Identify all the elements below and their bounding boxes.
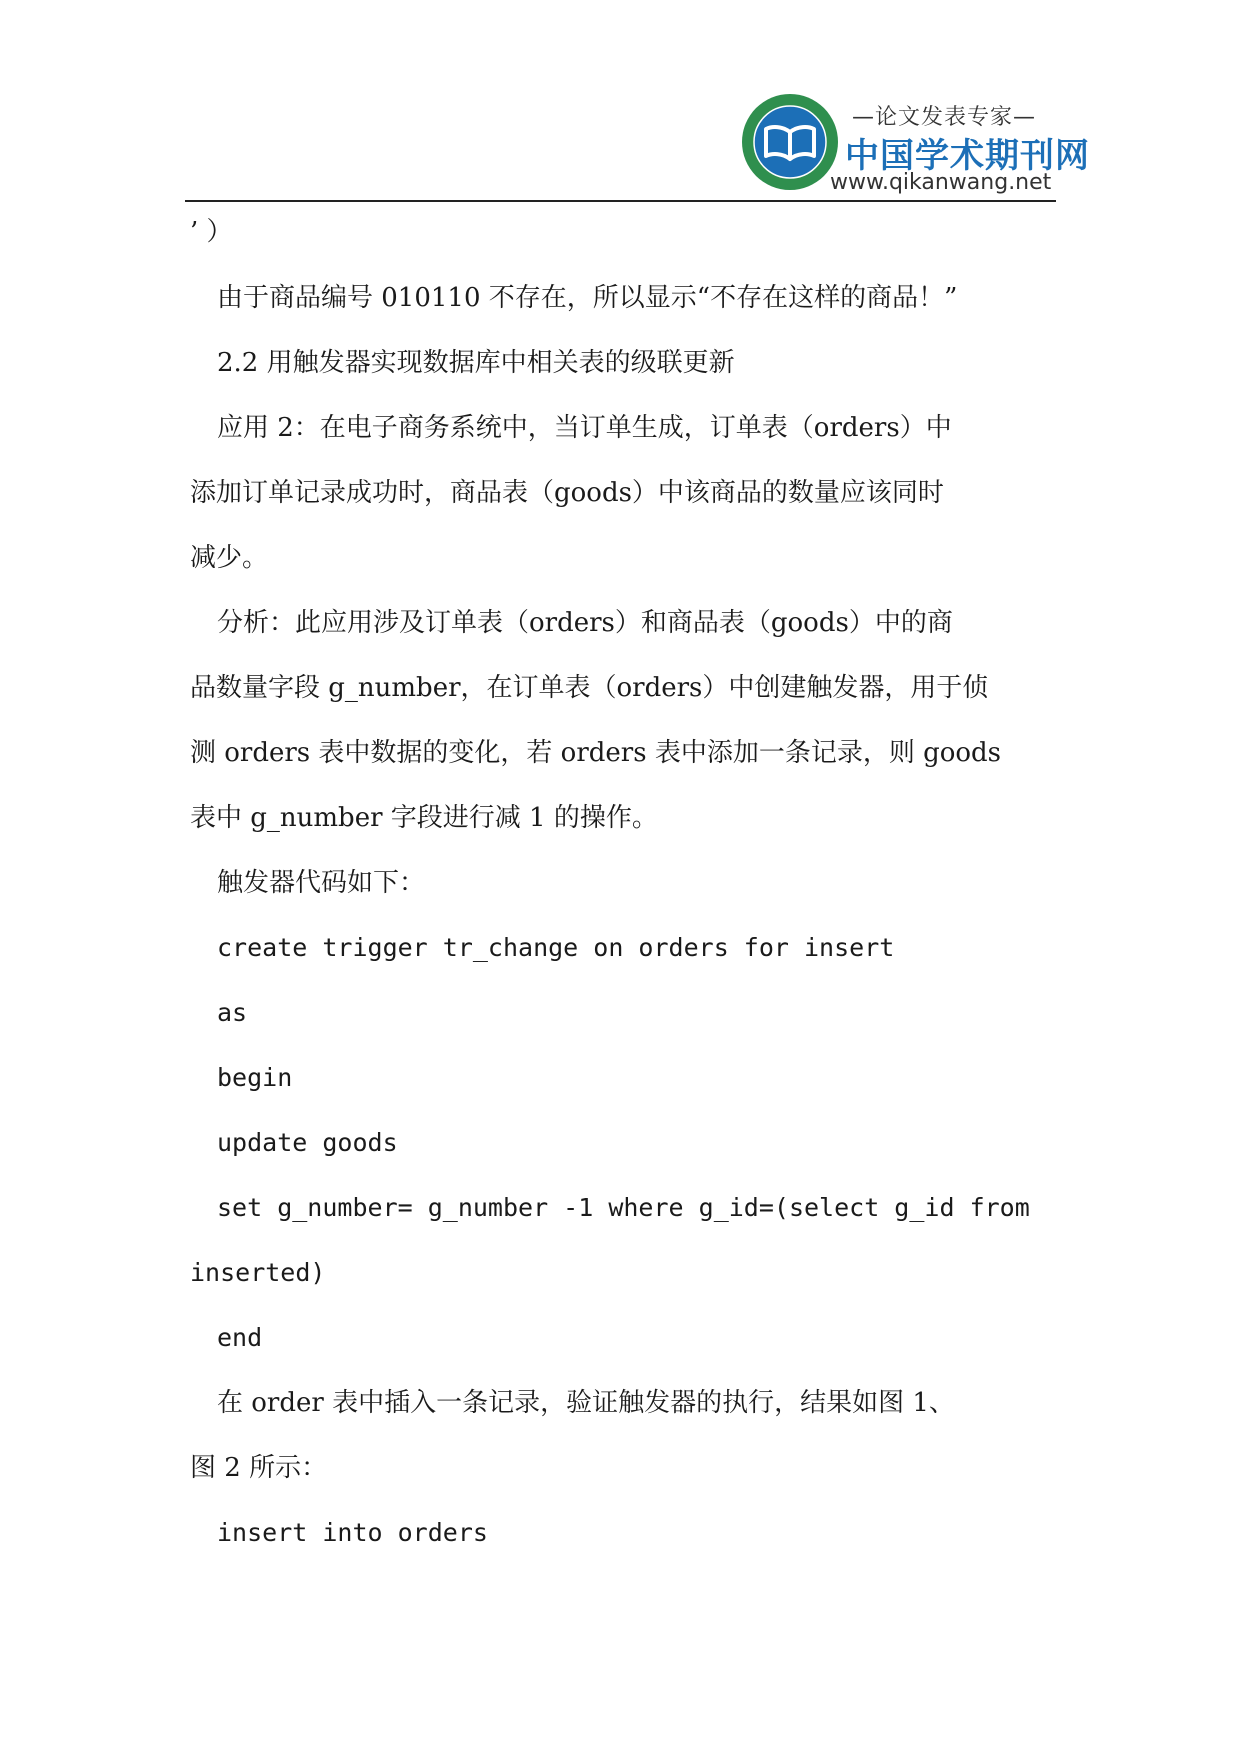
text-line: 添加订单记录成功时，商品表（goods）中该商品的数量应该同时 (190, 478, 944, 508)
site-logo (740, 88, 1090, 200)
text-line: 触发器代码如下： (217, 868, 426, 898)
code-line: update goods (217, 1128, 398, 1157)
text-line: ’ ） (190, 217, 233, 247)
code-line: end (217, 1323, 263, 1352)
code-line: inserted) (190, 1258, 326, 1287)
text-line: 品数量字段 g_number，在订单表（orders）中创建触发器，用于侦 (190, 673, 989, 703)
code-line: as (217, 998, 248, 1027)
logo-slogan: —论文发表专家— (852, 105, 1037, 130)
text-line: 表中 g_number 字段进行减 1 的操作。 (190, 803, 658, 833)
header-divider (185, 200, 1056, 202)
logo-emblem-icon (740, 92, 840, 192)
code-line: set g_number= g_number -1 where g_id=(select g_id from (217, 1193, 1030, 1222)
text-line: 在 order 表中插入一条记录，验证触发器的执行，结果如图 1、 (217, 1388, 955, 1418)
code-line: create trigger tr_change on orders for insert (217, 933, 895, 962)
text-line: 由于商品编号 010110 不存在，所以显示“不存在这样的商品！” (217, 283, 958, 313)
text-line: 图 2 所示： (190, 1453, 328, 1483)
text-line: 应用 2：在电子商务系统中，当订单生成，订单表（orders）中 (217, 413, 952, 443)
logo-url: www.qikanwang.net (830, 170, 1052, 195)
logo-name: 中国学术期刊网 (845, 136, 1090, 176)
code-line: begin (217, 1063, 293, 1092)
code-line: insert into orders (217, 1518, 488, 1547)
text-line: 测 orders 表中数据的变化，若 orders 表中添加一条记录，则 goods (190, 738, 1002, 768)
text-line: 减少。 (190, 543, 269, 573)
section-heading: 2.2 用触发器实现数据库中相关表的级联更新 (217, 348, 735, 378)
text-line: 分析：此应用涉及订单表（orders）和商品表（goods）中的商 (217, 608, 953, 638)
